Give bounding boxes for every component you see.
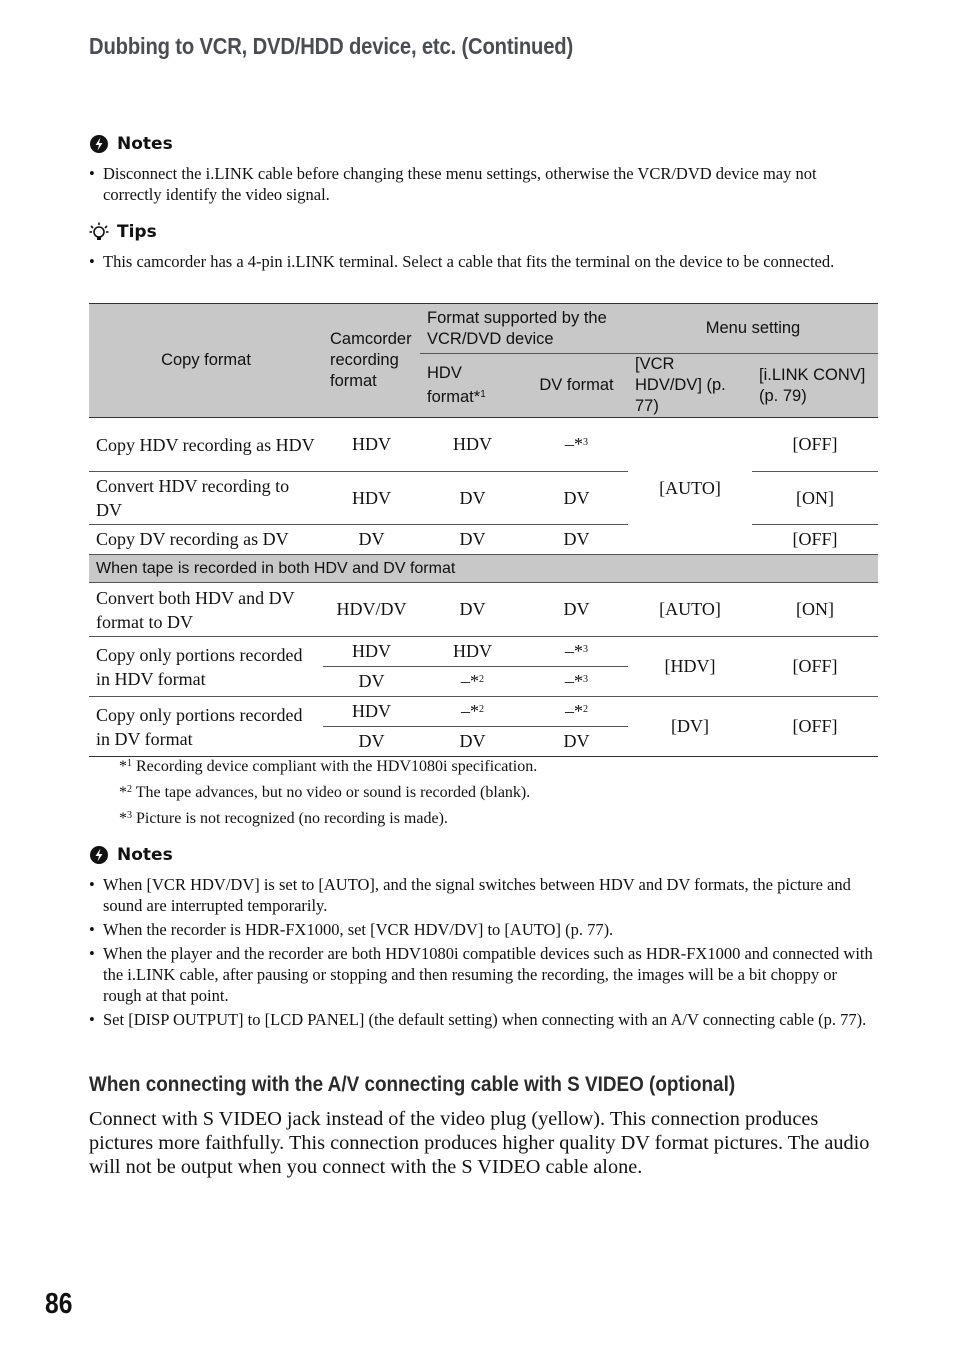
page-heading: Dubbing to VCR, DVD/HDD device, etc. (Continued)	[89, 33, 574, 59]
table-row: Copy only portions recorded in HDV format HDV HDV –*$^3$ [HDV] [OFF]	[89, 637, 878, 667]
copy-format-table	[89, 303, 878, 757]
notes-label	[89, 134, 173, 154]
notes-list	[89, 874, 874, 1033]
list-item: • Disconnect the i.LINK cable before changing these menu settings, otherwise the VCR/DVD device may not correctly identify the video signal.	[89, 163, 874, 205]
footnote: *$^3$ Picture is not recognized (no recording is made).	[119, 810, 448, 827]
footnote: *$^1$ Recording device compliant with the HDV1080i specification.	[119, 758, 538, 775]
notes-icon	[89, 845, 109, 865]
table-row: Convert both HDV and DV format to DV HDV/DV DV DV [AUTO] [ON]	[89, 583, 878, 637]
list-item: • When [VCR HDV/DV] is set to [AUTO], and the signal switches between HDV and DV formats, the picture and sound are interrupted temporarily.	[89, 874, 874, 916]
header-camcorder-format: Camcorder recording format	[323, 304, 420, 418]
section-paragraph: Connect with S VIDEO jack instead of the video plug (yellow). This connection produces pictures more faithfully. This connection produces higher quality DV format pictures. The audio will not be output when you connect with the S VIDEO cable alone.	[89, 1108, 870, 1178]
notes-list	[89, 163, 874, 208]
table-row: Copy only portions recorded in DV format HDV –*$^2$ –*$^2$ [DV] [OFF]	[89, 697, 878, 727]
header-hdv-format: HDV format*$^1$	[420, 354, 525, 418]
tips-label-text: Tips	[117, 222, 157, 242]
table-row: DV DV DV	[89, 727, 878, 757]
header-vcr-hdv-dv: [VCR HDV/DV] (p. 77)	[628, 354, 752, 418]
header-ilink-conv: [i.LINK CONV] (p. 79)	[752, 354, 878, 418]
table-row: DV –*$^2$ –*$^3$	[89, 667, 878, 697]
list-item: • When the player and the recorder are both HDV1080i compatible devices such as HDR-FX1000 and connected with the i.LINK cable, after pausing or stopping and then resuming the recording, the images will be a bit choppy or rough at that point.	[89, 943, 874, 1006]
footnote: *$^2$ The tape advances, but no video or sound is recorded (blank).	[119, 784, 531, 801]
table-row: Copy HDV recording as HDV HDV HDV –*$^3$ [AUTO] [OFF]	[89, 418, 878, 472]
header-supported-format: Format supported by the VCR/DVD device	[420, 304, 628, 354]
lightbulb-icon	[89, 222, 109, 242]
table-row: Copy DV recording as DV DV DV DV [OFF]	[96, 529, 838, 549]
tips-label	[89, 222, 157, 242]
section-heading: When connecting with the A/V connecting cable with S VIDEO (optional)	[89, 1073, 736, 1096]
notes-label-text: Notes	[117, 134, 173, 154]
notes-label-text: Notes	[117, 845, 173, 865]
table-section-row: When tape is recorded in both HDV and DV format	[89, 555, 878, 583]
header-dv-format: DV format	[525, 354, 628, 418]
header-copy-format: Copy format	[89, 304, 323, 418]
list-item: • This camcorder has a 4-pin i.LINK terminal. Select a cable that fits the terminal on the device to be connected.	[89, 251, 874, 272]
notes-icon	[89, 134, 109, 154]
table-row: Convert HDV recording to DV HDV DV DV [ON]	[89, 472, 878, 525]
tips-list	[89, 251, 874, 275]
list-item: • When the recorder is HDR-FX1000, set [VCR HDV/DV] to [AUTO] (p. 77).	[89, 919, 874, 940]
page-number: 86	[45, 1288, 73, 1320]
header-menu-setting: Menu setting	[628, 304, 878, 354]
notes-label	[89, 845, 173, 865]
list-item: • Set [DISP OUTPUT] to [LCD PANEL] (the default setting) when connecting with an A/V connecting cable (p. 77).	[89, 1009, 874, 1030]
